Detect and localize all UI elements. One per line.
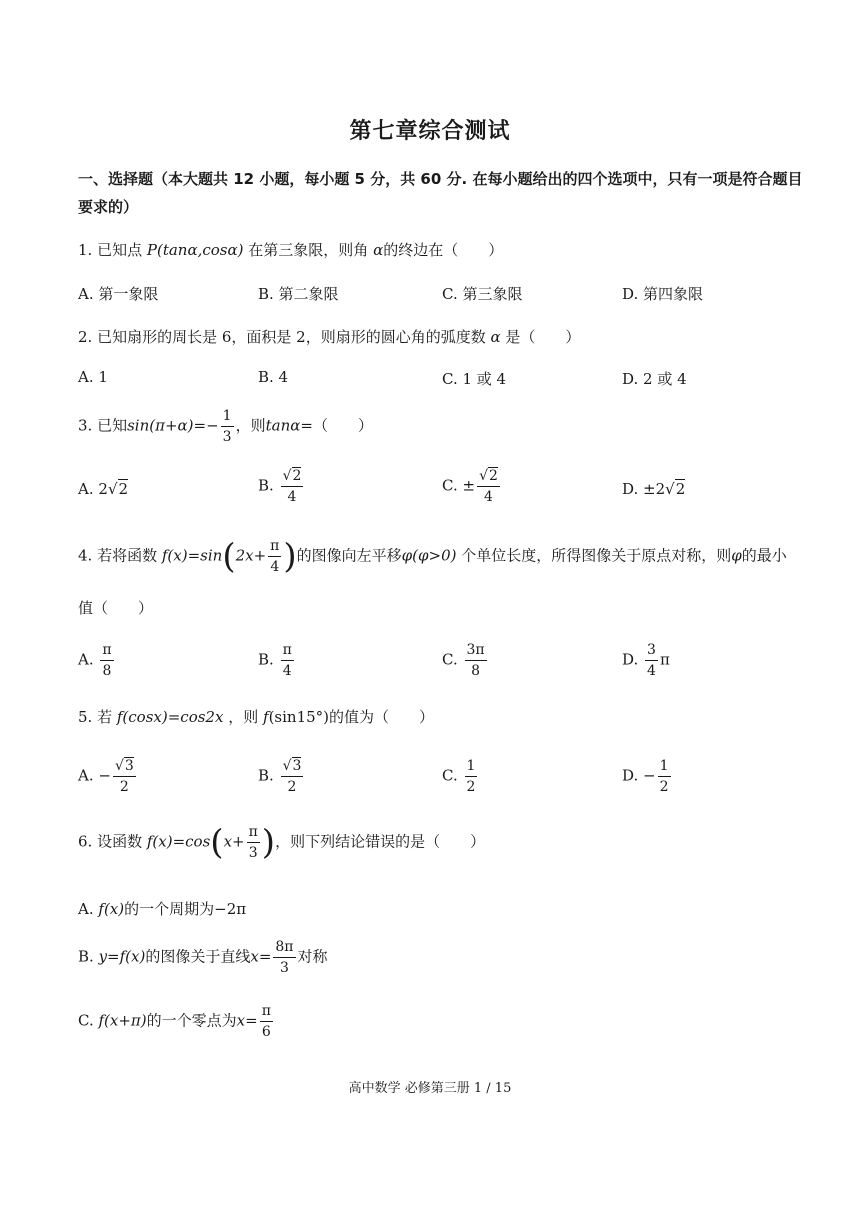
q3-option-c <box>442 466 502 507</box>
q3-option-d: D. ±2√2 <box>622 480 686 498</box>
q2-text: 2. 已知扇形的周长是 6，面积是 2，则扇形的圆心角的弧度数 <box>78 328 486 346</box>
q3-d-label: D. <box>622 480 639 498</box>
q3-fraction <box>221 406 234 447</box>
q4-d-frac <box>645 640 658 681</box>
q5-arg: sin15° <box>274 708 324 726</box>
q6-frac <box>247 822 260 863</box>
q4-d-num: 3 <box>645 640 658 661</box>
q6-b-text: 的图像关于直线 <box>145 947 251 966</box>
q6-c-num: π <box>260 1001 273 1022</box>
q6-b-math: y=f(x) <box>98 947 146 966</box>
q5-b-label: B. <box>258 766 274 785</box>
page-footer: 高中数学 必修第三册 1 / 15 <box>348 1081 512 1096</box>
q6-a-text: 的一个周期为 <box>124 900 215 918</box>
q6-b-frac <box>273 937 295 978</box>
q3-d-rad: 2 <box>675 480 686 498</box>
q6-den: 3 <box>248 845 258 861</box>
q6-a-label: A. <box>78 900 94 918</box>
q6-option-b <box>78 937 328 978</box>
q4-d-label: D. <box>622 650 639 669</box>
q6-math: f(x)=cos <box>146 832 211 851</box>
q3-c-frac <box>477 466 500 507</box>
q1-option-b: B. 第二象限 <box>258 285 339 303</box>
q6-c-text: 的一个零点为 <box>146 1011 237 1030</box>
q3-a-rad: 2 <box>118 480 129 498</box>
q2-var: α <box>490 328 501 346</box>
q4-phi2: φ <box>731 546 742 565</box>
q5-option-a <box>78 756 138 797</box>
q5-b-den: 2 <box>287 779 297 795</box>
section-heading-cont: 要求的） <box>78 198 139 216</box>
question-5: 5. 若 f(cosx)=cos2x ，则 f(sin15°)的值为（ ） <box>78 708 435 726</box>
q4-text4: 的最小 <box>741 546 787 565</box>
q5-b-frac <box>281 756 304 797</box>
q6-b-x: x= <box>250 947 272 966</box>
question-2 <box>78 326 580 347</box>
q6-text: 6. 设函数 <box>78 832 143 851</box>
q6-num: π <box>247 822 260 843</box>
q4-option-a <box>78 640 116 681</box>
q5-math2: f <box>263 708 269 726</box>
q3-a-label: A. <box>78 480 94 498</box>
q5-text3: 的值为（ ） <box>329 708 435 726</box>
q1-option-d: D. 第四象限 <box>622 285 704 303</box>
q4-option-d <box>622 640 670 681</box>
q4-inner: 2x+ <box>235 546 267 565</box>
q4-text: 4. 若将函数 <box>78 546 158 565</box>
q5-text: 5. 若 <box>78 708 113 726</box>
q4-c-frac <box>465 640 487 681</box>
page-title: 第七章综合测试 <box>349 119 511 144</box>
q1-text: 已知点 <box>97 241 143 259</box>
q6-option-a <box>78 898 246 919</box>
q3-num: 1 <box>221 406 234 427</box>
q4-line2: 值（ ） <box>78 599 154 617</box>
q3-den: 3 <box>222 429 232 445</box>
q4-a-frac <box>100 640 113 681</box>
q1-number: 1. <box>78 241 93 259</box>
q3-text2: ，则 <box>235 416 266 435</box>
q6-c-label: C. <box>78 1011 94 1030</box>
q5-a-den: 2 <box>119 779 129 795</box>
q5-a-label: A. <box>78 766 94 785</box>
q4-option-b <box>258 640 296 681</box>
q4-d-den: 4 <box>647 663 656 679</box>
q3-text: 3. 已知 <box>78 416 128 435</box>
q3-b-frac <box>281 466 304 507</box>
q5-d-label: D. <box>622 766 639 785</box>
q6-b-num: 8π <box>273 937 295 958</box>
q3-c-pm: ± <box>462 476 476 495</box>
q3-math2: tanα= <box>265 416 313 435</box>
q6-inner: x+ <box>223 832 245 851</box>
q5-c-label: C. <box>442 766 458 785</box>
q5-option-d <box>622 756 673 797</box>
q3-c-num: √2 <box>477 466 500 487</box>
q5-d-sign: − <box>643 766 656 785</box>
q2-option-a: A. 1 <box>78 368 108 386</box>
q4-a-den: 8 <box>102 663 112 679</box>
question-6: 6. 设函数 f(x)=cos(x+ $\frac{\pi}{3}$ )，则下列结论错误的是（ ） <box>78 822 486 863</box>
q4-option-c <box>442 640 489 681</box>
q6-option-c <box>78 1001 275 1042</box>
q5-c-frac <box>465 756 478 797</box>
q3-b-den: 4 <box>287 489 297 505</box>
q6-a-val: −2π <box>214 900 247 918</box>
q4-c-label: C. <box>442 650 458 669</box>
q4-b-den: 4 <box>282 663 292 679</box>
q5-a-rad: 3 <box>124 758 134 774</box>
q4-text3: 个单位长度，所得图像关于原点对称，则 <box>461 546 732 565</box>
q3-c-label: C. <box>442 476 458 495</box>
q4-math: f(x)=sin <box>161 546 223 565</box>
q1-text3: 的终边在（ ） <box>383 241 504 259</box>
q6-b-den: 3 <box>279 960 289 976</box>
q4-phi: φ(φ>0) <box>401 546 457 565</box>
q2-option-b: B. 4 <box>258 368 289 386</box>
q6-c-den: 6 <box>261 1024 271 1040</box>
q1-text2: 在第三象限，则角 <box>248 241 369 259</box>
q5-a-frac <box>113 756 136 797</box>
q4-b-num: π <box>281 640 294 661</box>
q1-option-a: A. 第一象限 <box>78 285 159 303</box>
q4-den: 4 <box>270 559 280 575</box>
q5-math: f(cosx)=cos2x <box>116 708 224 726</box>
q6-b-tail: 对称 <box>297 947 328 966</box>
q5-option-c <box>442 756 479 797</box>
q3-b-rad: 2 <box>292 468 302 484</box>
question-1 <box>78 239 503 260</box>
q6-b-label: B. <box>78 947 94 966</box>
q5-d-den: 2 <box>659 779 669 795</box>
q6-text2: ，则下列结论错误的是（ ） <box>275 832 486 851</box>
q3-b-num: √2 <box>281 466 304 487</box>
q6-c-frac <box>260 1001 273 1042</box>
question-3 <box>78 406 373 447</box>
q4-a-num: π <box>100 640 113 661</box>
q4-c-num: 3π <box>465 640 487 661</box>
q3-text3: （ ） <box>312 416 373 435</box>
q5-d-frac <box>658 756 671 797</box>
question-4: 4. 若将函数 f(x)=sin(2x+ $\frac{\pi}{4}$ )的图像向左平移φ(φ>0) 个单位长度，所得图像关于原点对称，则φ的最小 <box>78 536 787 577</box>
q6-c-x: x= <box>236 1011 258 1030</box>
q1-option-c: C. 第三象限 <box>442 285 523 303</box>
q6-a-math: f(x) <box>98 900 125 918</box>
q5-b-num: √3 <box>281 756 304 777</box>
q3-c-rad: 2 <box>489 468 498 484</box>
q3-d-coef: ±2 <box>643 480 666 498</box>
q1-var: α <box>373 241 384 259</box>
q2-option-c: C. 1 或 4 <box>442 370 507 388</box>
q3-a-coef: 2 <box>98 480 108 498</box>
q5-a-sign: − <box>98 766 111 785</box>
q5-text2: ，则 <box>228 708 259 726</box>
q4-text2: 的图像向左平移 <box>296 546 402 565</box>
q2-text2: 是（ ） <box>505 328 581 346</box>
q1-math: P(tanα,cosα) <box>146 241 244 259</box>
q5-c-den: 2 <box>466 779 476 795</box>
q4-b-label: B. <box>258 650 274 669</box>
q5-d-num: 1 <box>658 756 671 777</box>
q5-b-rad: 3 <box>292 758 302 774</box>
q3-math: sin(π+α)=− <box>127 416 219 435</box>
q2-option-d: D. 2 或 4 <box>622 370 687 388</box>
q6-c-math: f(x+π) <box>98 1011 147 1030</box>
q4-d-tail: π <box>659 650 670 669</box>
q5-c-num: 1 <box>465 756 478 777</box>
q5-option-b <box>258 756 305 797</box>
q4-frac <box>268 536 281 577</box>
q3-c-den: 4 <box>484 489 493 505</box>
q4-c-den: 8 <box>471 663 481 679</box>
q3-option-a: A. 2√2 <box>78 480 129 498</box>
q4-b-frac <box>281 640 294 681</box>
q3-b-label: B. <box>258 476 274 495</box>
section-heading: 一、选择题（本大题共 12 小题，每小题 5 分，共 60 分. 在每小题给出的四个选项中，只有一项是符合题目 <box>78 170 803 188</box>
q4-a-label: A. <box>78 650 94 669</box>
q3-option-b <box>258 466 305 507</box>
q4-num: π <box>268 536 281 557</box>
q5-a-num: √3 <box>113 756 136 777</box>
